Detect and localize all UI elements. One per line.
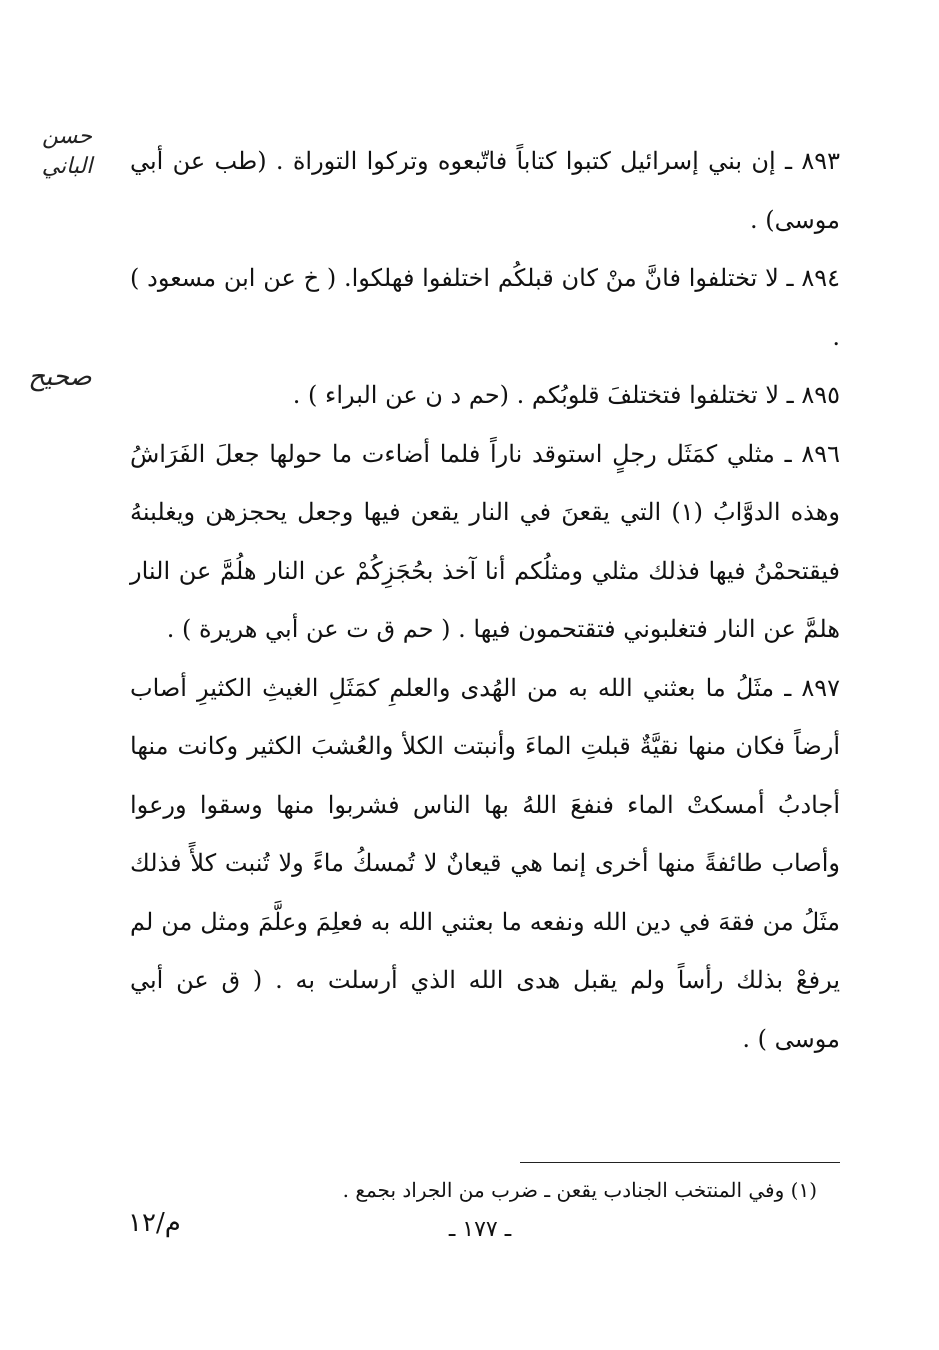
hadith-list	[130, 132, 840, 1068]
page-number: ـ ١٧٧ ـ	[448, 1217, 512, 1242]
margin-note-grade-hasan: حسن الباني	[41, 124, 93, 179]
footnote: (١) وفي المنتخب الجنادب يقعن ـ ضرب من الجراد بجمع .	[342, 1178, 817, 1202]
hadith-895: ٨٩٥ ـ لا تختلفوا فتختلفَ قلوبُكم . (حم د ن عن البراء ) .	[292, 381, 840, 409]
hadith-893: ٨٩٣ ـ إن بني إسرائيل كتبوا كتاباً فاتّبعوه وتركوا التوراة . (طب عن أبي موسى) .	[130, 147, 840, 234]
hadith-894: ٨٩٤ ـ لا تختلفوا فانَّ منْ كان قبلكُم اختلفوا فهلكوا. ( خ عن ابن مسعود ) .	[130, 264, 840, 351]
signature-mark: م/١٢	[128, 1208, 181, 1238]
hadith-896: ٨٩٦ ـ مثلي كمَثَل رجلٍ استوقد ناراً فلما أضاءت ما حولها جعلَ الفَرَاشُ وهذه الدوَّابُ (١) التي يقعنَ في النار يقعن فيها وجعل يحجزهن ويغلبنهُ فيقتحمْنُ فيها فذلك مثلي ومثلُكم أنا آخذ بحُجَزِكُمْ عن النار هلُمَّ عن النار هلمَّ عن النار فتغلبوني فتقتحمون فيها . ( حم ق ت عن أبي هريرة ) .	[130, 439, 841, 643]
margin-note-grade-sahih: صحيح	[28, 362, 92, 392]
footnote-divider	[520, 1162, 840, 1163]
hadith-897: ٨٩٧ ـ مثَلُ ما بعثني الله به من الهُدى والعلمِ كمَثَلِ الغيثِ الكثيرِ أصاب أرضاً فكان منها نقيَّةٌ قبلتِ الماءَ وأنبتت الكلأ والعُشبَ الكثير وكانت منها أجادبُ أمسكتْ الماء فنفعَ اللهُ بها الناس فشربوا منها وسقوا ورعوا وأصاب طائفةً منها أخرى إنما هي قيعانٌ لا تُمسكُ ماءً ولا تُنبت كلأً فذلك مثَلُ من فقهَ في دين الله ونفعه ما بعثني الله به فعلِمَ وعلَّمَ ومثل من لم يرفعْ بذلك رأساً ولم يقبل هدى الله الذي أرسلت به . ( ق عن أبي موسى ) .	[130, 673, 840, 1053]
